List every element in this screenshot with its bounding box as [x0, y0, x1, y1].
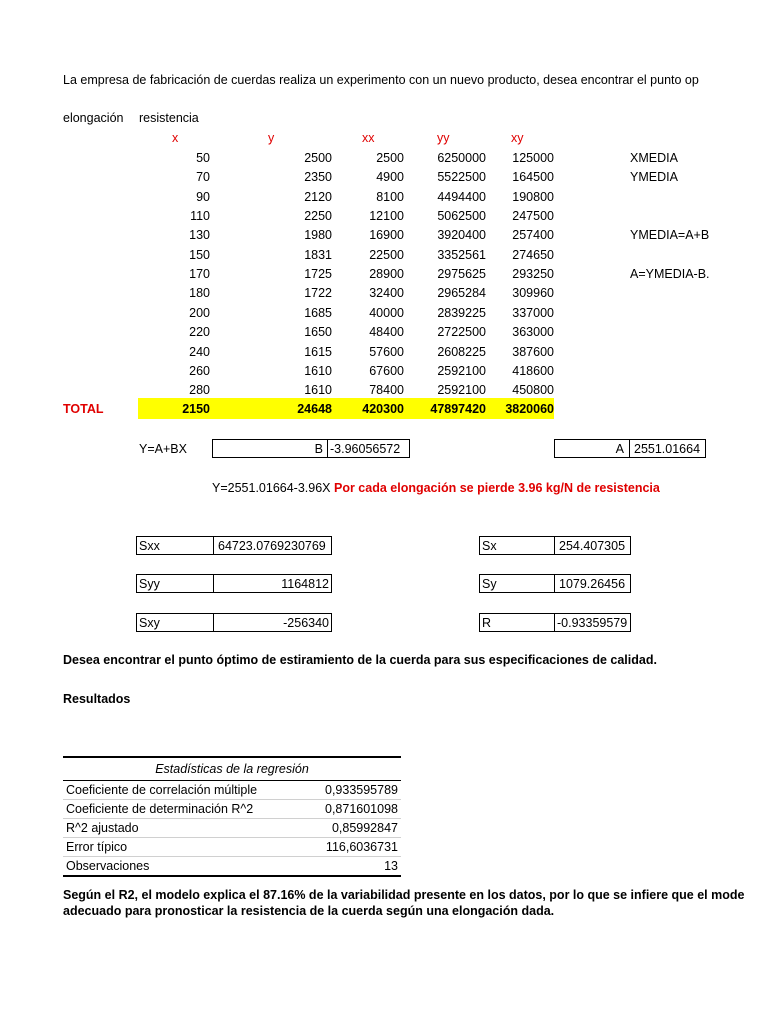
cell-xx: 78400 — [369, 383, 404, 398]
cell-xx: 67600 — [369, 363, 404, 378]
sx-label: Sx — [482, 539, 497, 553]
cell-xx: 8100 — [376, 189, 404, 204]
total-yy: 47897420 — [430, 402, 486, 416]
cell-xy: 418600 — [512, 363, 554, 378]
total-label: TOTAL — [63, 402, 104, 416]
cell-xy: 247500 — [512, 209, 554, 224]
cell-xy: 450800 — [512, 383, 554, 398]
cell-yy: 2608225 — [437, 344, 486, 359]
stats-label: Coeficiente de determinación R^2 — [63, 800, 304, 819]
cell-yy: 4494400 — [437, 189, 486, 204]
cell-xx: 16900 — [369, 228, 404, 243]
cell-yy: 3352561 — [437, 247, 486, 262]
sx-value: 254.407305 — [554, 537, 625, 555]
sy-box — [479, 574, 631, 593]
cell-xy: 164500 — [512, 170, 554, 185]
r-value: -0.93359579 — [554, 614, 627, 632]
cell-yy: 6250000 — [437, 151, 486, 165]
cell-yy: 2975625 — [437, 267, 486, 282]
cell-x: 180 — [189, 286, 210, 301]
cell-yy: 5522500 — [437, 170, 486, 185]
cell-x: 240 — [189, 344, 210, 359]
cell-y: 1685 — [304, 305, 332, 320]
stats-row — [63, 800, 401, 819]
cell-xy: 293250 — [512, 267, 554, 282]
stats-row — [63, 819, 401, 838]
cell-x: 150 — [189, 247, 210, 262]
cell-xy: 337000 — [512, 305, 554, 320]
regression-stats-table — [63, 756, 401, 877]
sxy-value: -256340 — [283, 616, 329, 630]
b-box — [212, 439, 410, 458]
cell-y: 1725 — [304, 267, 332, 282]
stats-row — [63, 781, 401, 800]
cell-x: 280 — [189, 383, 210, 398]
sxy-divider — [213, 614, 214, 631]
header-xy: xy — [511, 131, 524, 145]
stats-value: 13 — [304, 857, 401, 877]
stats-row — [63, 838, 401, 857]
cell-yy: 2722500 — [437, 325, 486, 340]
syy-divider — [213, 575, 214, 592]
a-label: A — [615, 442, 624, 456]
note-ymedia-eq: YMEDIA=A+B — [630, 228, 710, 242]
r-label: R — [482, 616, 492, 630]
total-xy: 3820060 — [505, 402, 554, 416]
header-xx: xx — [362, 131, 375, 145]
stats-value: 0,85992847 — [304, 819, 401, 838]
a-value: 2551.01664 — [629, 440, 700, 458]
sxx-box — [136, 536, 332, 555]
cell-xy: 125000 — [512, 151, 554, 165]
stats-value: 0,933595789 — [304, 781, 401, 800]
header-x: x — [172, 131, 179, 145]
goal-text: Desea encontrar el punto óptimo de estiramiento de la cuerda para sus especificaciones de calidad. — [63, 653, 657, 667]
cell-xx: 12100 — [369, 209, 404, 224]
cell-xx: 40000 — [369, 305, 404, 320]
cell-yy: 5062500 — [437, 209, 486, 224]
stats-label: R^2 ajustado — [63, 819, 304, 838]
cell-xy: 257400 — [512, 228, 554, 243]
cell-x: 200 — [189, 305, 210, 320]
stats-label: Observaciones — [63, 857, 304, 877]
cell-y: 2500 — [304, 151, 332, 165]
sxy-label: Sxy — [139, 616, 160, 630]
stats-title: Estadísticas de la regresión — [63, 757, 401, 781]
sxx-label: Sxx — [139, 539, 160, 553]
stats-label: Error típico — [63, 838, 304, 857]
cell-y: 2120 — [304, 189, 332, 204]
cell-xx: 4900 — [376, 170, 404, 185]
syy-label: Syy — [139, 577, 160, 591]
note-xmedia: XMEDIA — [630, 151, 678, 165]
cell-y: 1615 — [304, 344, 332, 359]
cell-xy: 309960 — [512, 286, 554, 301]
r-box — [479, 613, 631, 632]
cell-x: 50 — [196, 151, 210, 165]
cell-y: 1722 — [304, 286, 332, 301]
cell-x: 130 — [189, 228, 210, 243]
cell-x: 260 — [189, 363, 210, 378]
cell-y: 1980 — [304, 228, 332, 243]
cell-xy: 190800 — [512, 189, 554, 204]
equation-note: Por cada elongación se pierde 3.96 kg/N de resistencia — [334, 481, 660, 495]
cell-xx: 57600 — [369, 344, 404, 359]
header-yy: yy — [437, 131, 450, 145]
cell-x: 90 — [196, 189, 210, 204]
cell-xx: 28900 — [369, 267, 404, 282]
intro-text: La empresa de fabricación de cuerdas realiza un experimento con un nuevo producto, desea encontrar el punto op — [63, 73, 699, 87]
cell-xx: 22500 — [369, 247, 404, 262]
cell-y: 1831 — [304, 247, 332, 262]
cell-y: 2250 — [304, 209, 332, 224]
sxy-box — [136, 613, 332, 632]
cell-yy: 2839225 — [437, 305, 486, 320]
stats-row — [63, 857, 401, 877]
cell-xx: 2500 — [376, 151, 404, 165]
cell-xx: 48400 — [369, 325, 404, 340]
header-y: y — [268, 131, 275, 145]
stats-label: Coeficiente de correlación múltiple — [63, 781, 304, 800]
sxx-value: 64723.0769230769 — [213, 537, 326, 555]
cell-yy: 2592100 — [437, 363, 486, 378]
results-title: Resultados — [63, 692, 131, 706]
cell-x: 70 — [196, 170, 210, 185]
cell-y: 1610 — [304, 363, 332, 378]
cell-xx: 32400 — [369, 286, 404, 301]
cell-y: 2350 — [304, 170, 332, 185]
syy-value: 1164812 — [281, 577, 329, 591]
label-elongacion: elongación — [63, 111, 124, 125]
stats-value: 116,6036731 — [304, 838, 401, 857]
cell-yy: 3920400 — [437, 228, 486, 243]
syy-box — [136, 574, 332, 593]
cell-xy: 387600 — [512, 344, 554, 359]
cell-y: 1650 — [304, 325, 332, 340]
equation-text: Y=2551.01664-3.96X — [212, 481, 331, 495]
a-box — [554, 439, 706, 458]
label-resistencia: resistencia — [139, 111, 199, 125]
b-value: -3.96056572 — [327, 440, 400, 458]
conclusion-line-1: Según el R2, el modelo explica el 87.16% de la variabilidad presente en los datos, por lo que se infiere que el mode — [63, 888, 745, 902]
total-xx: 420300 — [362, 402, 404, 416]
model-label: Y=A+BX — [139, 442, 187, 456]
cell-x: 220 — [189, 325, 210, 340]
sy-value: 1079.26456 — [554, 575, 625, 593]
total-y: 24648 — [297, 402, 332, 416]
cell-xy: 274650 — [512, 247, 554, 262]
sx-box — [479, 536, 631, 555]
cell-x: 170 — [189, 267, 210, 282]
cell-xy: 363000 — [512, 325, 554, 340]
stats-value: 0,871601098 — [304, 800, 401, 819]
cell-y: 1610 — [304, 383, 332, 398]
note-a-eq: A=YMEDIA-B. — [630, 267, 710, 281]
sy-label: Sy — [482, 577, 497, 591]
note-ymedia: YMEDIA — [630, 170, 678, 184]
regression-equation — [212, 480, 660, 496]
cell-yy: 2592100 — [437, 383, 486, 398]
conclusion-line-2: adecuado para pronosticar la resistencia de la cuerda según una elongación dada. — [63, 904, 555, 918]
total-x: 2150 — [182, 402, 210, 416]
cell-yy: 2965284 — [437, 286, 486, 301]
b-label: B — [314, 442, 323, 456]
cell-x: 110 — [190, 209, 210, 224]
